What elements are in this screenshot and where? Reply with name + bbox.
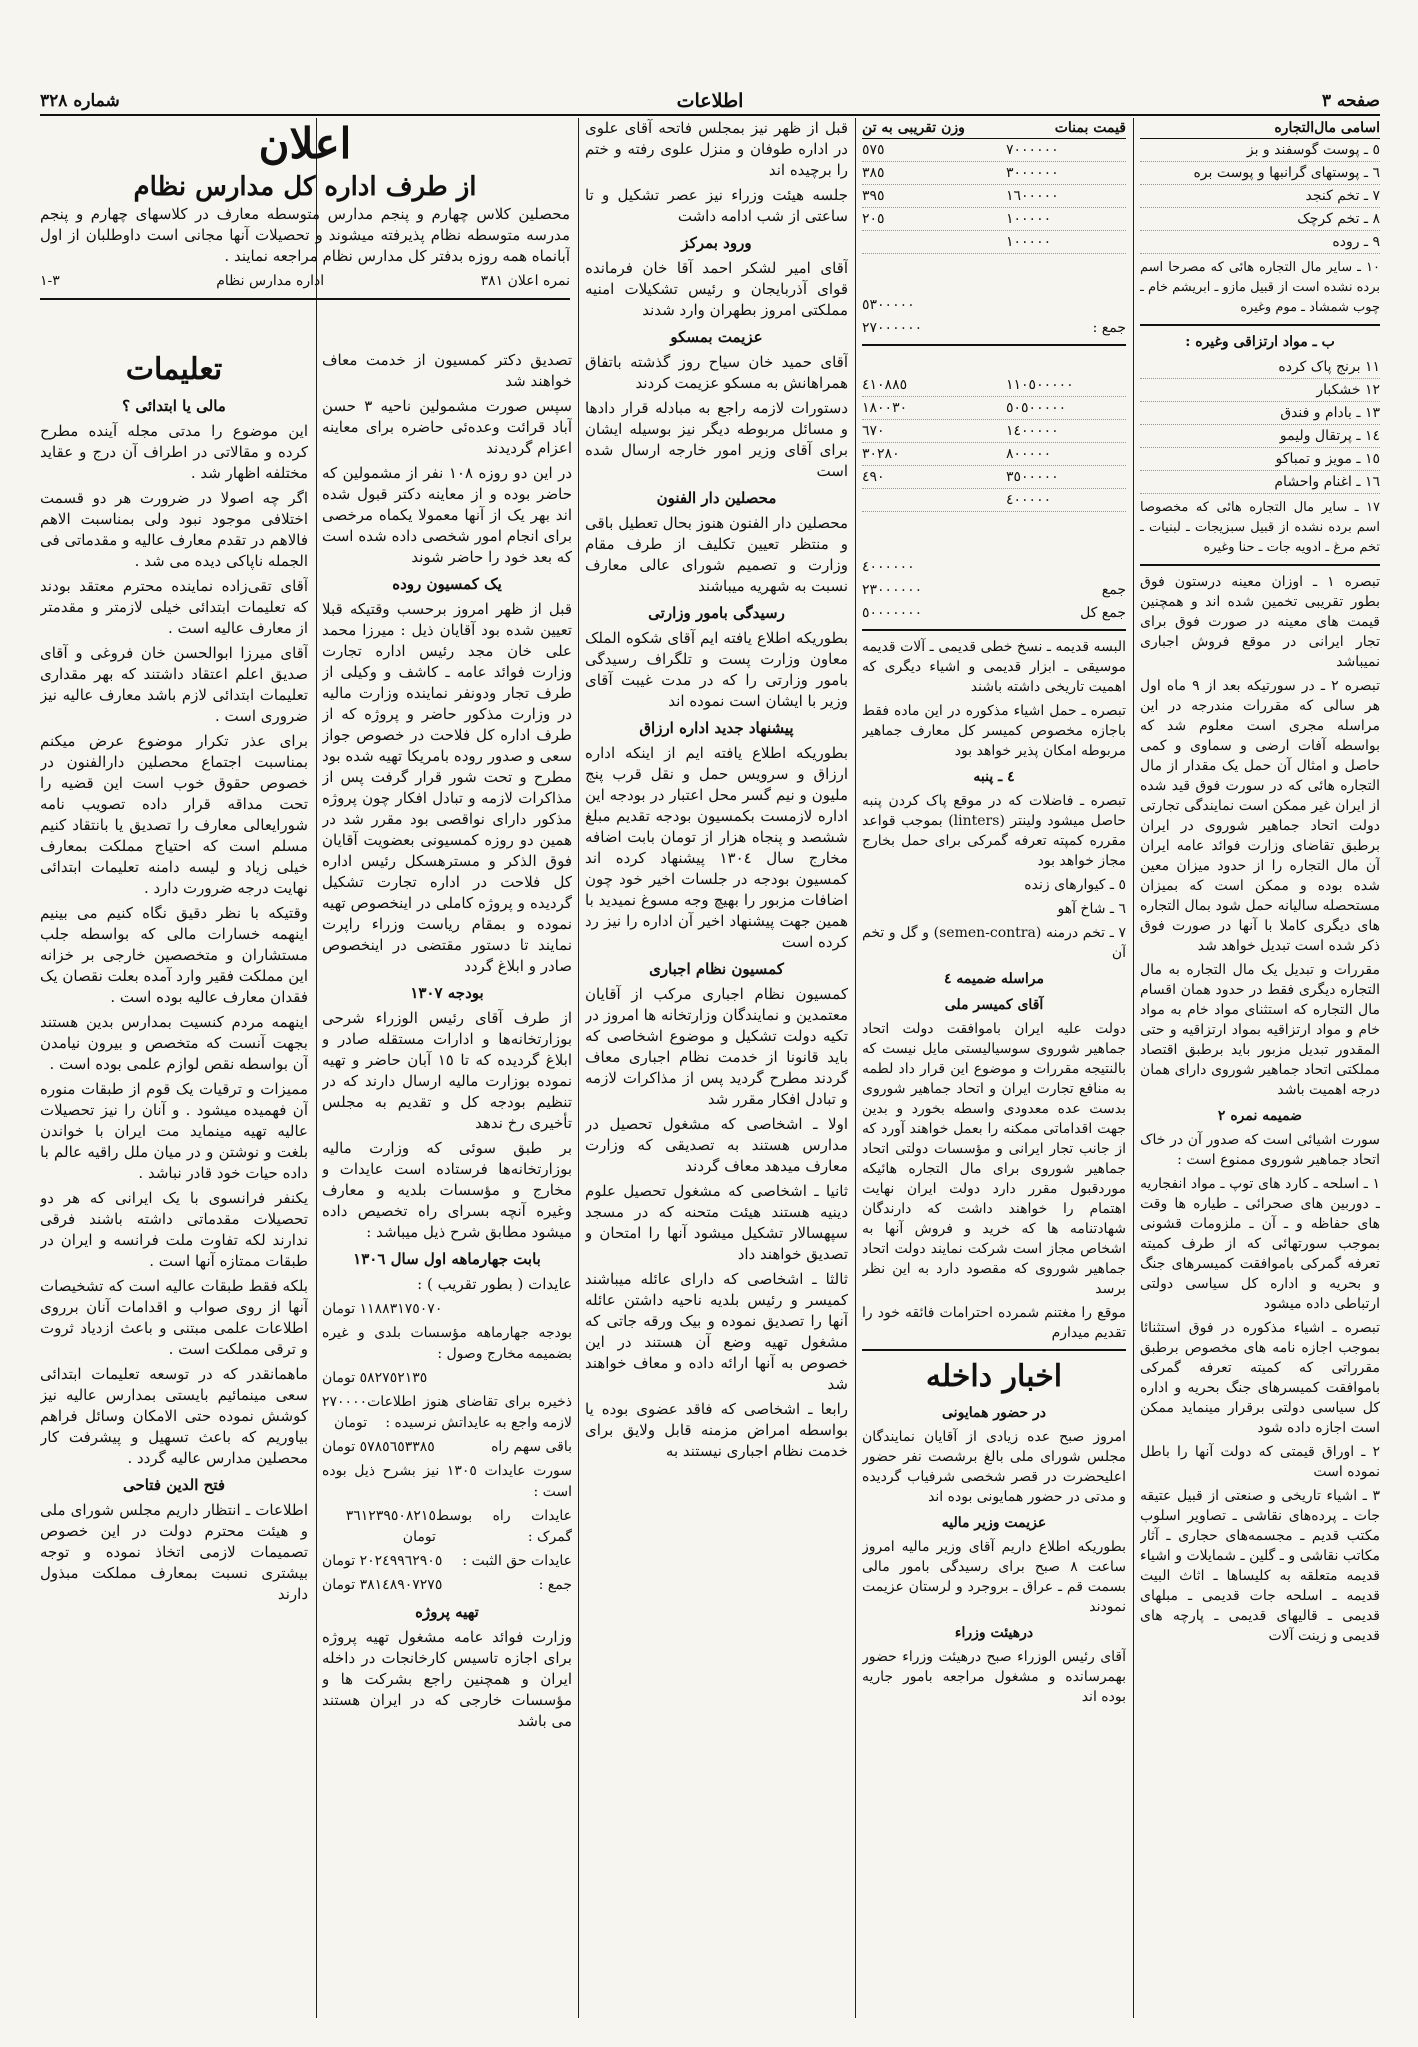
tariff-value-row <box>862 231 1126 254</box>
tariff-price: ٧٠٠٠٠٠٠ <box>1006 142 1059 158</box>
tariff-rows-a <box>1140 139 1380 254</box>
tariff-rows-b <box>1140 356 1380 494</box>
tariff-value-row <box>862 466 1126 489</box>
news-cabinet-heading: درهیئت وزراء <box>954 1625 1034 1641</box>
c3-para-2: جلسه هیئت وزراء نیز عصر تشکیل و تا ساعتی از شب ادامه داشت <box>585 186 848 225</box>
c4-cotton-note: تبصره ـ فاضلات که در موقع پاک کردن پنبه حاصل میشود ولینتر (linters) بموجب قواعد مقرره کمپته تعرفه گمرکی برای حمل بخارج مجاز خواهد بود <box>862 793 1126 869</box>
budget-list <box>322 1299 572 1596</box>
tariff-item-name: ١٢ خشکبار <box>1316 382 1380 398</box>
column-tariff-values <box>862 118 1126 2018</box>
tariff-value-row <box>862 162 1126 185</box>
budget-value: ١١٨٨٣١٧٥٠٧٠ تومان <box>322 1301 443 1317</box>
c2-project-body: وزارت فوائد عامه مشغول تهیه پروژه برای اجازه تاسیس کارخانجات در داخله ایران و همچنین راجع بشرکت ها و مؤسسات خارجی که در ایران هستند می باشد <box>322 1628 572 1730</box>
c4-item-5: ٥ ـ کیوارهای زنده <box>1024 877 1126 893</box>
education-paragraph: این موضوع را مدتی مجله آینده مطرح کرده و مقالاتی در اطراف آن درج و عقاید مختلفه اظهار شد . <box>40 422 308 482</box>
news-finance-heading: عزیمت وزیر مالیه <box>941 1515 1047 1531</box>
tariff-values-a <box>862 139 1126 254</box>
c4-para-1: البسه قدیمه ـ نسخ خطی قدیمی ـ آلات قدیمه موسیقی ـ ابزار قدیمی و اشیاء دیگری که اهمیت تاریخی داشته باشند <box>862 639 1126 695</box>
notice-block <box>40 118 570 348</box>
budget-row <box>322 1551 572 1572</box>
tariff-item-name: ٦ ـ پوستهای گرانبها و پوست بره <box>1193 165 1380 181</box>
tariff-row <box>1140 471 1380 494</box>
annex-note-3: مقررات و تبدیل یک مال التجاره به مال التجاره دیگری فقط در حدود همان اقسام مال التجاره که استثنای مواد خام به مواد خام و مواد ارتزاقیه بمواد ارتزاقیه و حتی المقدور تبدیل مزبور باید برطبق اقتصاد مملکتی اتحاد جماهیر شوروی دارای همان درجه اهمیت باشد <box>1140 962 1380 1098</box>
c4-cotton-heading: ٤ ـ پنبه <box>973 769 1015 785</box>
tariff-value-row <box>862 420 1126 443</box>
tariff-row <box>1140 185 1380 208</box>
annex-2-item-3: ٣ ـ اشیاء تاریخی و صنعتی از قبیل عتیقه جات ـ پرده‌های نقاشی ـ تصاویر اسلوب مکتب قدیم ـ مجسمه‌های حجاری ـ آثار مکاتب نقاشی و ـ گلین ـ شمایلات و اشیاء قدیمه متعلقه به کلیساها ـ اثاث البیت قدیمه ـ اسلحه جات قدیمی ـ مبلهای قدیمی ـ قالیهای قدیمی ـ پارچه های قدیمی و زینت آلات <box>1140 1488 1380 1644</box>
c3-list-1: اولا ـ اشخاصی که مشغول تحصیل در مدارس هستند به تصدیقی که وزارت معارف میدهد معاف گردند <box>585 1115 848 1175</box>
tariff-header: اسامی مال‌التجاره <box>1140 118 1380 139</box>
tariff-item-name: ٧ ـ تخم کنجد <box>1305 188 1380 204</box>
budget-row <box>322 1506 572 1548</box>
tariff-item-name: ١١ برنج پاک کرده <box>1278 359 1380 375</box>
c2-project-heading: تهیه پروژه <box>415 1603 479 1621</box>
domestic-news-title: اخبار داخله <box>925 1359 1063 1394</box>
education-paragraphs <box>40 421 308 1469</box>
budget-label: باقی سهم راه <box>491 1439 572 1455</box>
news-finance-body: بطوریکه اطلاع داریم آقای وزیر مالیه امروز ساعت ٨ صبح برای رسیدگی بامور مالی بسمت قم ـ عراق ـ بروجرد و لرستان عزیمت نمودند <box>862 1539 1126 1615</box>
budget-value: ٣٦١٢٣٩٥٠٨٢١٥ تومان <box>345 1508 436 1545</box>
c3-moscow-heading: عزیمت بمسکو <box>670 328 763 346</box>
budget-value: ٣٨١٤٨٩٠٧٢٧٥ تومان <box>322 1577 443 1593</box>
annex-2-note: تبصره ـ اشیاء مذکوره در فوق استثنائا بموجب اجازه نامه های مخصوص برطبق مقرراتی که کمیته تعرفه گمرکی باموافقت کمیسرهای جنگ بحریه و اداره کل سیاسی دولتی برقرار مینماید ممکن است اجازه داده شود <box>1140 1320 1380 1436</box>
annex-2-item-1: ١ ـ اسلحه ـ کارد های توپ ـ مواد انفجاریه ـ دوربین های صحرائی ـ طیاره ها وقت های حفاظه و ـ آن ـ ملزومات قشونی بموجب سورتهائی که از طرف کمیته تعرفه گمرکی باموافقت کمیسرهای جنگ و بحریه و اداره کل سیاسی دولتی ارتباطی داده میشود <box>1140 1176 1380 1312</box>
c3-conscription-heading: کمسیون نظام اجباری <box>649 960 784 978</box>
notice-body: محصلین کلاس چهارم و پنجم مدارس متوسطه معارف در کلاسهای چهارم و پنجم مدرسه متوسطه نظام پذیرفته میشوند و تحصیلات آنها مجانی است داوطلبان از اول آبانماه همه روزه بدفتر کل مدارس نظام مراجعه نمایند . <box>40 205 570 265</box>
tariff-value-header: قیمت بمنات وزن تقریبی به تن <box>862 118 1126 139</box>
budget-row <box>322 1461 572 1503</box>
tariff-weight: ٤٩٠ <box>862 469 885 485</box>
annex-2-intro: سورت اشیائی است که صدور آن در خاک اتحاد جماهیر شوروی ممنوع است : <box>1140 1132 1380 1168</box>
tariff-value-row <box>862 443 1126 466</box>
page-number: صفحه ٣ <box>1321 91 1380 111</box>
column-tariff <box>1140 118 1380 2018</box>
tariff-row <box>1140 425 1380 448</box>
column-3 <box>585 118 848 2018</box>
tariff-item-name: ٨ ـ تخم کرچک <box>1297 211 1380 227</box>
tariff-weight: ٦٧٠ <box>862 423 885 439</box>
c3-moscow-body-2: دستورات لازمه راجع به مبادله قرار دادها و مسائل مربوطه دیگر نیز بوسیله ایشان برای آقای وزیر امور خارجه ارسال شده است <box>585 399 848 480</box>
tariff-sum1: جمع : ٢٧٠٠٠٠٠٠ <box>862 320 1126 336</box>
tariff-value-row <box>862 208 1126 231</box>
budget-label: عایدات راه بوسط گمرک : <box>435 1508 572 1545</box>
tariff-10-value: ٥٣٠٠٠٠٠ <box>862 297 915 313</box>
annex-2-item-2: ٢ ـ اوراق قیمتی که دولت آنها را باطل نموده است <box>1140 1444 1380 1480</box>
budget-row <box>322 1392 572 1434</box>
tariff-price: ١٠٠٠٠٠ <box>1006 211 1052 227</box>
notice-subtitle: از طرف اداره کل مدارس نظام <box>133 172 477 202</box>
tariff-row <box>1140 231 1380 254</box>
c3-moscow-body: آقای حمید خان سیاح روز گذشته باتفاق همراهانش به مسکو عزیمت کردند <box>585 353 848 392</box>
tariff-weight: ٣٩٥ <box>862 188 885 204</box>
c3-para-1: قبل از ظهر نیز بمجلس فاتحه آقای علوی در اداره طوفان و منزل علوی رفته و ختم را برچیده اند <box>585 119 848 179</box>
news-royal-heading: در حضور همایونی <box>942 1405 1046 1421</box>
education-paragraph: ماهمانقدر که در توسعه تعلیمات ابتدائی سعی مینمائیم بایستی بمدارس عالیه نیز کوشش نموده حتی الامکان وسائل فراهم بیاوریم که باعث تسهیل و پیشرفت کار محصلین مدارس عالیه گردد . <box>40 1365 308 1467</box>
budget-row <box>322 1323 572 1365</box>
column-5 <box>40 350 308 2018</box>
tariff-value-row <box>862 185 1126 208</box>
tariff-weight: ٣٠٢٨٠ <box>862 446 900 462</box>
c3-list-4: رابعا ـ اشخاصی که فاقد عضوی بوده یا بواسطه امراض مزمنه قابل ولایق برای خدمت نظام اجباری نیستند به <box>585 1400 848 1460</box>
tariff-weight: ٣٨٥ <box>862 165 885 181</box>
tariff-weight: ٥٧٥ <box>862 142 885 158</box>
c2-gut-body: قبل از ظهر امروز برحسب وقتیکه قبلا تعیین شده بود آقایان ذیل : میرزا محمد علی خان مجد رئیس اداره تجارت وزارت فوائد عامه ـ کاشف و وکیلی از طرف تجار ودونفر نماینده وزارت مالیه در وزارت مذکور حاضر و پروژه که از طرف اداره کل فلاحت در خصوص جواز سعی و صدور روده بامریکا تهیه شده بود مطرح و تحت شور قرار گرفت پس از مذاکرات لازمه و تبادل افکار چون پروژه مذکور دارای نواقصی بود مقرر شد در همین دو روزه کمسیونی بعضویت آقایان فوق الذکر و مسترهسکل رئیس اداره کل فلاحت در اداره تجارت تشکیل گردیده و پروژه کاملی در اینخصوص تهیه نموده و بمقام ریاست وزراء راپرت نمایند تا دستور مقتضی در اینخصوص صادر و ابلاغ گردد <box>322 600 572 975</box>
education-paragraph: وقتیکه با نظر دقیق نگاه کنیم می بینیم اینهمه خسارات مالی که بواسطه جلب مستشاران و متخصصین خارجی بر خزانه این مملکت فقیر وارد آمده بعلت نقصان یک فقدان معارف عالیه بوده است . <box>40 904 308 1006</box>
tariff-row <box>1140 379 1380 402</box>
c2-gut-heading: یک کمسیون روده <box>392 575 502 593</box>
budget-row <box>322 1299 572 1320</box>
c3-students-body: محصلین دار الفنون هنوز بحال تعطیل باقی و منتظر تعیین تکلیف از طرف مقام وزارت و تصمیم شورای عالی معارف نسبت به شهریه میباشند <box>585 514 848 595</box>
c2-para-3: در این دو روزه ١٠٨ نفر از مشمولین که حاضر بوده و از معاینه دکتر قبول شده اند بهر یک از آنها معمولا یکماه مرخصی برای انجام امور شخصی داده شده است که بعد خود را حاضر شوند <box>322 464 572 566</box>
education-paragraph: یکنفر فرانسوی با یک ایرانی که هر دو تحصیلات مقدماتی داشته باشند فرقی ندارند لکه تفاوت ملت فرانسه و ایران در طبقات ممتازه آنها است . <box>40 1189 308 1270</box>
tariff-price: ١٤٠٠٠٠٠ <box>1006 423 1059 439</box>
annex-note-2: تبصره ٢ ـ در سورتیکه بعد از ٩ ماه اول هر سالی که مقررات مندرجه در این مراسله مجری است معلوم شد که بواسطه آفات ارضی و سماوی و کمی حاصل و امثال آن حمل یک مقدار از مال التجاره هائی که در سورت فوق قید شده از ایران غیر ممکن است نمایندگی تجارتی دولت اتحاد جماهیر شوروی در ایران برطبق تقاضای وزارت فوائد عامه ایران آن مال التجاره را از حدود میزان معین شده بوده و ممکن است که بمیزان مستحصله سالیانه حمل شود بمال التجاره های دیگری کاملا با آنها در صورت فوق ذکر شده است تبدیل خواهد شد <box>1140 678 1380 954</box>
tariff-price: ٤٠٠٠٠٠ <box>1006 492 1052 508</box>
budget-label: عایدات حق الثبت : <box>462 1553 572 1569</box>
tariff-value-row <box>862 489 1126 512</box>
budget-value: ٥٧٨٥٦٥٣٣٨٥ تومان <box>322 1439 435 1455</box>
tariff-grand-total: جمع کل ٥٠٠٠٠٠٠٠ <box>862 605 1126 621</box>
tariff-17-label: ١٧ ـ سایر مال التجاره هائی که مخصوصا اسم برده نشده از قبیل سبزیجات ـ لبنیات ـ تخم مرغ ـ ادویه جات ـ حنا وغیره <box>1140 500 1380 555</box>
tariff-price: ٨٠٠٠٠٠ <box>1006 446 1052 462</box>
notice-title: اعلان <box>258 119 352 168</box>
tariff-weight: ١٨٠٠٣٠ <box>862 400 908 416</box>
column-4 <box>322 350 572 2018</box>
tariff-weight <box>862 489 922 511</box>
c4-para-2: تبصره ـ حمل اشیاء مذکوره در این ماده فقط باجازه مخصوص کمیسر کل معارف جماهیر مربوطه امکان پذیر خواهد بود <box>862 703 1126 759</box>
budget-row <box>322 1368 572 1389</box>
annex-2-title: ضمیمه نمره ٢ <box>1217 1108 1303 1124</box>
tariff-weight: ٢٠٥ <box>862 211 885 227</box>
c3-conscription-body: کمسیون نظام اجباری مرکب از آقایان معتمدین و نمایندگان وزارتخانه ها امروز در تکیه دولت تشکیل و موضوع اشخاصی که باید قانونا از خدمت نظام اجباری معاف گردند مطرح گردید پس از مذاکرات لازمه و تبادل افکار مقرر شد <box>585 985 848 1108</box>
tariff-weight: ٤١٠٨٨٥ <box>862 377 908 393</box>
education-paragraph: برای عذر تکرار موضوع عرض میکنم بمناسبت اجتماع محصلین دارالفنون در خصوص حقوق خوب است این قضیه را تحت مداقه قرار داده تصویب نامه شورایعالی معارف را تصدیق یا بانتقاد کنیم مسلم است که احتیاج مملکت بمعارف خیلی زیاد و لیسه دامنه تعلیمات ابتدائی نهایت درجه ضرورت دارد . <box>40 732 308 897</box>
tariff-item-name: ٩ ـ روده <box>1332 234 1380 250</box>
education-paragraph: آقای تقی‌زاده نماینده محترم معتقد بودند که تعلیمات ابتدائی خیلی لازمتر و مقدمتر از معارف عالیه است . <box>40 577 308 637</box>
c3-ministry-heading: رسیدگی بامور وزارتی <box>648 604 785 622</box>
education-paragraph: ممیزات و ترقیات یک قوم از طبقات منوره آن فهمیده میشود . و آنان را نیز تحصیلات عالیه تهیه مینماید مت ایران با خواندن بلغت و نوشتن و در میان ملل راقیه عالم با داده حیات خود قادر نباشد . <box>40 1080 308 1182</box>
budget-label: بودجه جهارماهه مؤسسات بلدی و غیره بضمیمه مخارج وصول : <box>322 1325 572 1362</box>
tariff-row <box>1140 356 1380 379</box>
c3-arrival-body: آقای امیر لشکر احمد آقا خان فرمانده قوای آذربایجان و رئیس تشکیلات امنیه مملکتی امروز بطهران وارد شدند <box>585 259 848 319</box>
c4-letter-closing: موقع را مغتنم شمرده احترامات فائقه خود را تقدیم میدارم <box>862 1305 1126 1341</box>
budget-value: ٥٨٢٧٥٢١٣٥ تومان <box>322 1370 428 1386</box>
education-subtitle: مالی یا ابتدائی ؟ <box>122 397 226 415</box>
tariff-row <box>1140 448 1380 471</box>
c2-budget-subheading-2: عایدات ( بطور تقریب ) : <box>417 1275 572 1293</box>
budget-label: ذخیره برای تقاضای هنوز اطلاعات لازمه واجع به عایداتش نرسیده : <box>367 1394 572 1431</box>
notice-footer: نمره اعلان ٣٨١ اداره مدارس نظام ٣-١ <box>40 273 570 289</box>
budget-row <box>322 1437 572 1458</box>
c3-list-2: ثانیا ـ اشخاصی که مشغول تحصیل علوم دینیه هستند هیئت متحنه که در مسجد سپهسالار تشکیل میشود آنها را امتحان و تصدیق خواهند داد <box>585 1182 848 1263</box>
tariff-price: ١٦٠٠٠٠٠ <box>1006 188 1059 204</box>
budget-value: ٢٠٢٤٩٩٦٢٩٠٥ تومان <box>322 1553 443 1569</box>
education-note: اطلاعات ـ انتظار داریم مجلس شورای ملی و هیئت محترم دولت در این خصوص تصمیمات لازمی اتخاذ نموده و توجه بیشتری نسبت بمعارف مملکت مبذول دارند <box>40 1501 308 1603</box>
c2-budget-body: از طرف آقای رئیس الوزراء شرحی بوزارتخانه‌ها و ادارات مستقله صادر و ابلاغ گردیده که تا ١٥ آبان حاضر و تهیه نموده بوزارت مالیه ارسال دارند که در تنظیم بودجه کل و تقدیم به مجلس تأخیری رخ ندهد <box>322 1009 572 1132</box>
c2-para-1: تصدیق دکتر کمسیون از خدمت معاف خواهند شد <box>322 351 572 390</box>
budget-value: ٢٧٠٠٠٠ تومان <box>322 1394 368 1431</box>
c4-item-7: ٧ ـ تخم درمنه (semen-contra) و گل و تخم آن <box>862 925 1126 961</box>
education-paragraph: اینهمه مردم کنسیت بمدارس بدین هستند بجهت آنست که متخصص و بیرون نیامدن آن بواسطه نقص لوازم علمی بوده است . <box>40 1013 308 1073</box>
c4-letter-heading: مراسله ضمیمه ٤ <box>943 971 1045 987</box>
tariff-price: ٣٠٠٠٠٠٠ <box>1006 165 1059 181</box>
tariff-price: ٥٠٥٠٠٠٠٠ <box>1006 400 1067 416</box>
tariff-price: ٣٥٠٠٠٠٠ <box>1006 469 1059 485</box>
c4-letter-body: دولت علیه ایران باموافقت دولت اتحاد جماهیر شوروی سوسیالیستی مایل نیست که بالنتیجه مقررات و موضوع این قرار داد لطمه به منافع تجارت ایران و اتحاد جماهیر شوروی بدست عده معدودی واسطه بخورد و بدین جهت اقداماتی ممکنه را بعمل خواهند آورد که از جانب تجار ایرانی و مؤسسات دولتی اتحاد جماهیر شوروی برای مال التجاره هائیکه موردقبول مقرر دارد دولت ایران نهایت اهتمام را خواهند داشت که دارندگان شهادتنامه ها که خرید و فروش آنها به اشخاص مجاز است شرکت نمایند دولت اتحاد جماهیر شوروی که مقصود دارد به این نظر برسد <box>862 1021 1126 1297</box>
c2-para-2: سپس صورت مشمولین ناحیه ٣ حسن آباد قرائت وعده‌ئی حاضره برای معاینه اعزام گردیدند <box>322 397 572 457</box>
tariff-price: ١١٠٥٠٠٠٠٠ <box>1006 377 1074 393</box>
education-paragraph: بلکه فقط طبقات عالیه است که تشخیصات آنها از روی صواب و اقدامات آنان برروی اطلاعات علمی مبتنی و باعث ازدیاد ثروت و ترقی مملکت است . <box>40 1277 308 1358</box>
tariff-item-name: ١٣ ـ بادام و فندق <box>1280 405 1380 421</box>
tariff-price: ١٠٠٠٠٠ <box>1006 234 1052 250</box>
c3-arrival-heading: ورود بمرکز <box>681 234 752 252</box>
c3-supply-heading: پیشنهاد جدید اداره ارزاق <box>639 719 794 737</box>
tariff-item-name: ١٤ ـ پرتقال ولیمو <box>1279 428 1380 444</box>
newspaper-name: اطلاعات <box>676 90 744 112</box>
tariff-row <box>1140 162 1380 185</box>
c3-students-heading: محصلین دار الفنون <box>656 489 777 507</box>
c2-budget-heading: بودجه ١٣٠٧ <box>410 984 484 1002</box>
c3-list-3: ثالثا ـ اشخاصی که دارای عائله میباشند کمیسر و رئیس بلدیه ناحیه داشتن عائله آنها را تصدیق نموده و بیک ورقه جاتی که مشغول تهیه وضع آن هستند در این خصوص به آنها ارائه داده و معاف خواهند شد <box>585 1270 848 1393</box>
budget-row <box>322 1575 572 1596</box>
tariff-row <box>1140 402 1380 425</box>
tariff-value-row <box>862 374 1126 397</box>
tariff-10-label: ١٠ ـ سایر مال التجاره هائی که مصرحا اسم برده نشده است از قبیل مازو ـ ابریشم خام ـ چوب شمشاد ـ موم وغیره <box>1140 260 1380 315</box>
tariff-item-name: ٥ ـ پوست گوسفند و بز <box>1246 142 1380 158</box>
tariff-section-b: ب ـ مواد ارتزاقی وغیره : <box>1185 334 1335 350</box>
tariff-value-row <box>862 397 1126 420</box>
tariff-total: جمع ٢٣٠٠٠٠٠٠ <box>862 582 1126 598</box>
annex-note-1: تبصره ١ ـ اوزان معینه درستون فوق بطور تقریبی تخمین شده اند و همچنین قیمت های معینه در صورت فوق برای تجار ایرانی در موقع فروش اجباری نمیباشد <box>1140 574 1380 670</box>
education-author: فتح الدین فتاحی <box>122 1476 226 1494</box>
page-header <box>40 88 1380 116</box>
c2-budget-body-2: بر طبق سوئی که وزارت مالیه بوزارتخانه‌ها فرستاده است عایدات و مخارج و مؤسسات بلدیه و معارف وغیره آنچه بسرای راه تخصیص داده میشود مطابق شرح ذیل میباشد : <box>322 1139 572 1241</box>
news-cabinet-body: آقای رئیس الوزراء صبح درهیئت وزراء حضور بهمرسانده و مشغول مراجعه بامور جاریه بوده اند <box>862 1649 1126 1705</box>
tariff-row <box>1140 208 1380 231</box>
c2-budget-subheading: بابت جهارماهه اول سال ١٣٠٦ <box>353 1250 541 1268</box>
c3-supply-body: بطوریکه اطلاع یافته ایم از اینکه اداره ارزاق و سرویس حمل و نقل قرب پنج ملیون و نیم گسر محل اعتبار در بودجه این اداره لازمست بکمسیون بودجه تقدیم مبلغ ششصد و پنجاه هزار از تومان بابت اضافه مخارج سال ١٣٠٤ پیشنهاد کرده اند کمسیون بودجه در جلسات اخیر خود چون اضافات مزبور را بهیچ وجه مسوغ نمیدید با همین جهت پیشنهاد اخیر آن اداره را نیز رد کرده است <box>585 744 848 951</box>
tariff-17-value: ٤٠٠٠٠٠٠ <box>862 559 915 575</box>
tariff-values-b <box>862 374 1126 512</box>
budget-label: جمع : <box>538 1577 572 1593</box>
c4-letter-addressee: آقای کمیسر ملی <box>944 997 1044 1013</box>
education-paragraph: آقای میرزا ابوالحسن خان فروغی و آقای صدیق اعلم اعتقاد داشتند که بهر مقداری تعلیمات ابتدائی لازم باشد معارف عالیه نیز ضروری است . <box>40 644 308 725</box>
budget-label: سورت عایدات ١٣٠٥ نیز بشرح ذیل بوده است : <box>322 1463 572 1500</box>
tariff-value-row <box>862 139 1126 162</box>
education-paragraph: اگر چه اصولا در ضرورت هر دو قسمت اختلافی موجود نبود ولی بمناسبت الاهم فالاهم در تقدم معارف عالیه و مقدماتی فی الجمله ناپاکی دیده می شد . <box>40 489 308 570</box>
education-title: تعلیمات <box>125 352 223 387</box>
tariff-row <box>1140 139 1380 162</box>
tariff-item-name: ١٥ ـ مویز و تمباکو <box>1275 451 1380 467</box>
issue-number: شماره ٣٢٨ <box>40 91 120 111</box>
c4-item-6: ٦ ـ شاخ آهو <box>1057 901 1126 917</box>
tariff-item-name: ١٦ ـ اغنام واحشام <box>1274 474 1380 490</box>
c3-ministry-body: بطوریکه اطلاع یافته ایم آقای شکوه الملک معاون وزارت پست و تلگراف رسیدگی بامور وزارتی را که در مدت غیبت آقای وزیر با ایشان است نموده اند <box>585 629 848 710</box>
news-royal-body: امروز صبح عده زیادی از آقایان نمایندگان مجلس شورای ملی بالغ برشصت نفر حضور اعلیحضرت در قصر شخصی شرفیاب گردیده و مدتی در حضور همایونی بوده اند <box>862 1429 1126 1505</box>
tariff-weight <box>862 231 922 253</box>
